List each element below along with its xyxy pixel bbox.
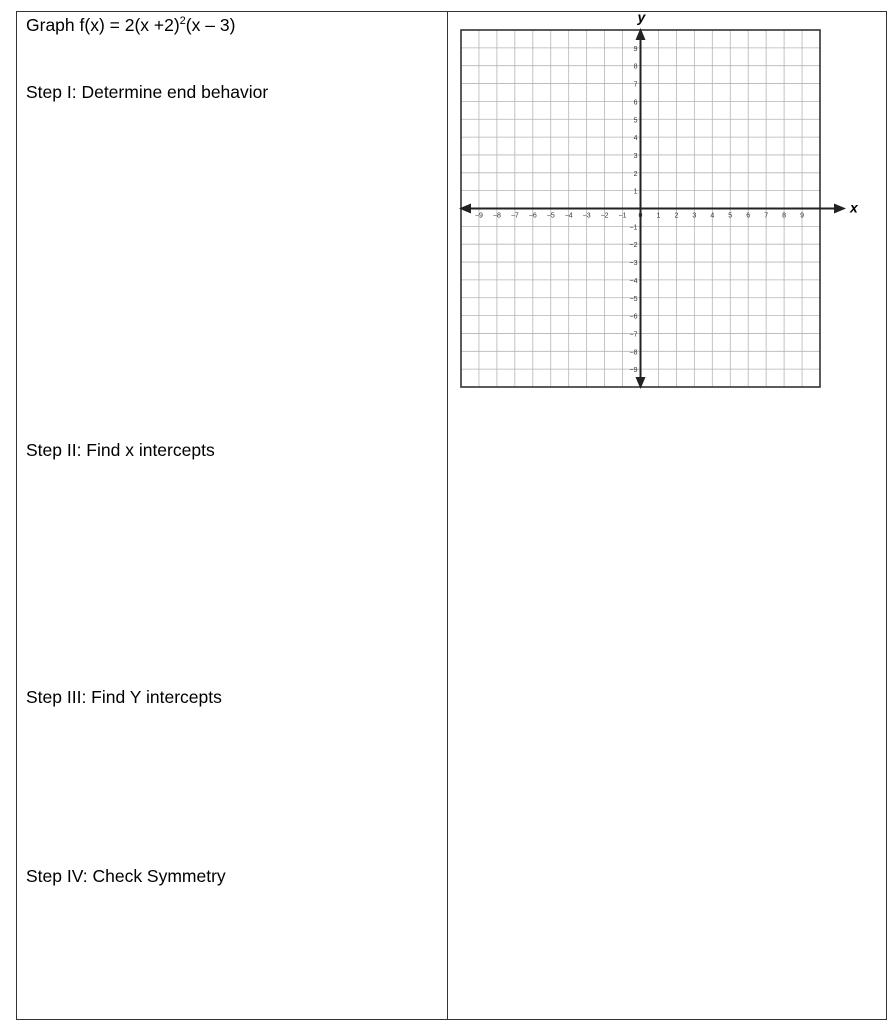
- title-exponent: 2: [179, 15, 186, 28]
- x-tick-label: −7: [510, 212, 519, 220]
- x-axis-arrow-right: [834, 204, 846, 214]
- y-tick-label: −1: [629, 224, 638, 232]
- y-tick-label: −2: [629, 242, 638, 250]
- x-tick-label: 7: [764, 212, 769, 220]
- step-3-label: Step III: Find Y intercepts: [26, 687, 222, 707]
- x-tick-label: −5: [546, 212, 555, 220]
- y-axis-label: y: [637, 9, 646, 25]
- x-tick-label: 3: [692, 212, 697, 220]
- y-tick-label: −4: [629, 277, 638, 285]
- title-prefix: Graph f(x) = 2(x +2): [26, 15, 180, 35]
- coordinate-grid: [448, 9, 858, 396]
- x-tick-label: 4: [710, 212, 715, 220]
- y-tick-label: 2: [633, 170, 638, 178]
- step-4-label: Step IV: Check Symmetry: [26, 866, 226, 886]
- x-tick-label: 8: [782, 212, 787, 220]
- title-suffix: (x – 3): [185, 15, 236, 35]
- x-tick-label: 1: [656, 212, 661, 220]
- x-tick-label: 2: [674, 212, 679, 220]
- y-tick-label: 6: [633, 99, 638, 107]
- step-2-label: Step II: Find x intercepts: [26, 440, 215, 460]
- x-tick-label: −3: [582, 212, 591, 220]
- x-tick-label: −1: [618, 212, 627, 220]
- x-tick-label: −8: [492, 212, 501, 220]
- y-tick-label: −6: [629, 313, 638, 321]
- x-tick-label: 0: [638, 212, 643, 220]
- x-tick-label: 6: [746, 212, 751, 220]
- y-tick-label: 4: [633, 135, 638, 143]
- y-tick-label: −8: [629, 349, 638, 357]
- y-tick-label: 5: [633, 117, 638, 125]
- x-tick-label: 9: [800, 212, 805, 220]
- x-tick-label: −6: [528, 212, 537, 220]
- y-tick-label: −3: [629, 260, 638, 268]
- x-tick-label: −2: [600, 212, 609, 220]
- y-tick-label: 9: [633, 45, 638, 53]
- problem-title: [26, 15, 235, 35]
- x-tick-label: −9: [474, 212, 483, 220]
- y-tick-label: 1: [633, 188, 638, 196]
- y-tick-label: −9: [629, 367, 638, 375]
- step-1-label: Step I: Determine end behavior: [26, 82, 269, 102]
- y-tick-label: −7: [629, 331, 638, 339]
- x-tick-label: 5: [728, 212, 733, 220]
- y-tick-label: −5: [629, 295, 638, 303]
- x-tick-label: −4: [564, 212, 573, 220]
- y-tick-label: 7: [633, 81, 638, 89]
- x-axis-label: x: [850, 199, 858, 216]
- y-tick-label: 3: [633, 152, 638, 160]
- y-tick-label: 8: [633, 63, 638, 71]
